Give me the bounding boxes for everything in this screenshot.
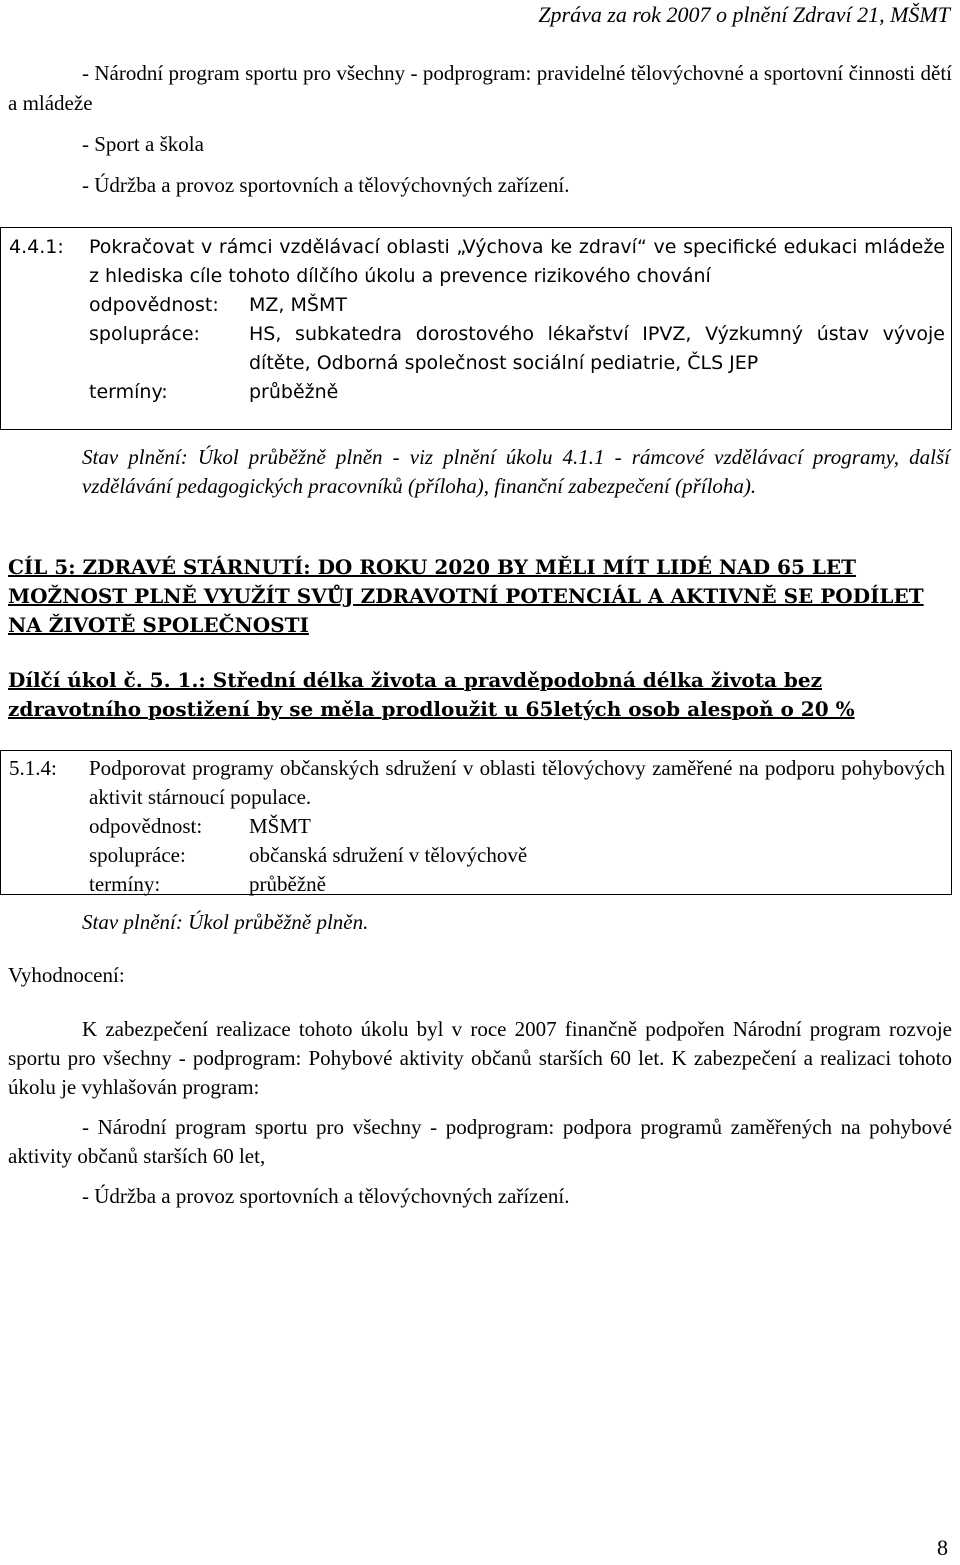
task-number: 4.4.1: xyxy=(9,236,64,258)
status-text: Stav plnění: Úkol průběžně plněn. xyxy=(82,910,369,934)
subtask-heading: Dílčí úkol č. 5. 1.: Střední délka života a pravděpodobná délka života bez zdravotního postižení by se měla prodloužit u 65letých osob alespoň o 20 % xyxy=(8,668,855,721)
responsibility-label: odpovědnost: xyxy=(89,814,203,838)
deadline-value: průběžně xyxy=(249,381,339,403)
status-text: Stav plnění: Úkol průběžně plněn - viz plnění úkolu 4.1.1 - rámcové vzdělávací programy, další vzdělávání pedagogických pracovníků (příloha), finanční zabezpečení (příloha). xyxy=(82,445,950,498)
deadline-label: termíny: xyxy=(89,872,161,896)
responsibility-value: MZ, MŠMT xyxy=(249,294,347,316)
responsibility-value: MŠMT xyxy=(249,814,311,838)
cooperation-value: HS, subkatedra dorostového lékařství IPVZ, Výzkumný ústav vývoje dítěte, Odborná společnost sociální pediatrie, ČLS JEP xyxy=(249,323,945,374)
intro-item: - Sport a škola xyxy=(82,132,204,156)
cooperation-label: spolupráce: xyxy=(89,323,200,345)
task-text: Podporovat programy občanských sdružení v oblasti tělovýchovy zaměřené na podporu pohybových aktivit stárnoucí populace. xyxy=(89,756,945,809)
evaluation-item: - Národní program sportu pro všechny - podprogram: podpora programů zaměřených na pohybové aktivity občanů starších 60 let, xyxy=(8,1115,952,1168)
page-header: Zpráva za rok 2007 o plnění Zdraví 21, MŠMT xyxy=(538,2,950,27)
task-box-5-1-4 xyxy=(0,750,952,895)
task-box-4-4-1 xyxy=(0,227,952,430)
intro-item: - Údržba a provoz sportovních a tělovýchovných zařízení. xyxy=(82,173,570,197)
evaluation-item: - Údržba a provoz sportovních a tělovýchovných zařízení. xyxy=(82,1184,570,1208)
page-number: 8 xyxy=(937,1535,948,1560)
cooperation-label: spolupráce: xyxy=(89,843,186,867)
evaluation-body xyxy=(8,1015,952,1222)
intro-item: - Národní program sportu pro všechny - podprogram: pravidelné tělovýchovné a sportovní činnosti dětí a mládeže xyxy=(8,61,952,115)
evaluation-label: Vyhodnocení: xyxy=(8,963,125,987)
intro-list xyxy=(8,58,952,211)
responsibility-label: odpovědnost: xyxy=(89,294,219,316)
task-number: 5.1.4: xyxy=(9,756,57,780)
goal-heading: CÍL 5: ZDRAVÉ STÁRNUTÍ: DO ROKU 2020 BY MĚLI MÍT LIDÉ NAD 65 LET MOŽNOST PLNĚ VYUŽÍT SVŮJ ZDRAVOTNÍ POTENCIÁL A AKTIVNĚ SE PODÍLET NA ŽIVOTĚ SPOLEČNOSTI xyxy=(8,555,924,637)
cooperation-value: občanská sdružení v tělovýchově xyxy=(249,843,528,867)
deadline-value: průběžně xyxy=(249,872,326,896)
deadline-label: termíny: xyxy=(89,381,168,403)
task-text: Pokračovat v rámci vzdělávací oblasti „Výchova ke zdraví“ ve specifické edukaci mládeže z hlediska cíle tohoto dílčího úkolu a prevence rizikového chování xyxy=(89,236,945,287)
evaluation-paragraph: K zabezpečení realizace tohoto úkolu byl v roce 2007 finančně podpořen Národní program rozvoje sportu pro všechny - podprogram: Pohybové aktivity občanů starších 60 let. K zabezpečení a realizaci tohoto úkolu je vyhlašován program: xyxy=(8,1017,952,1099)
